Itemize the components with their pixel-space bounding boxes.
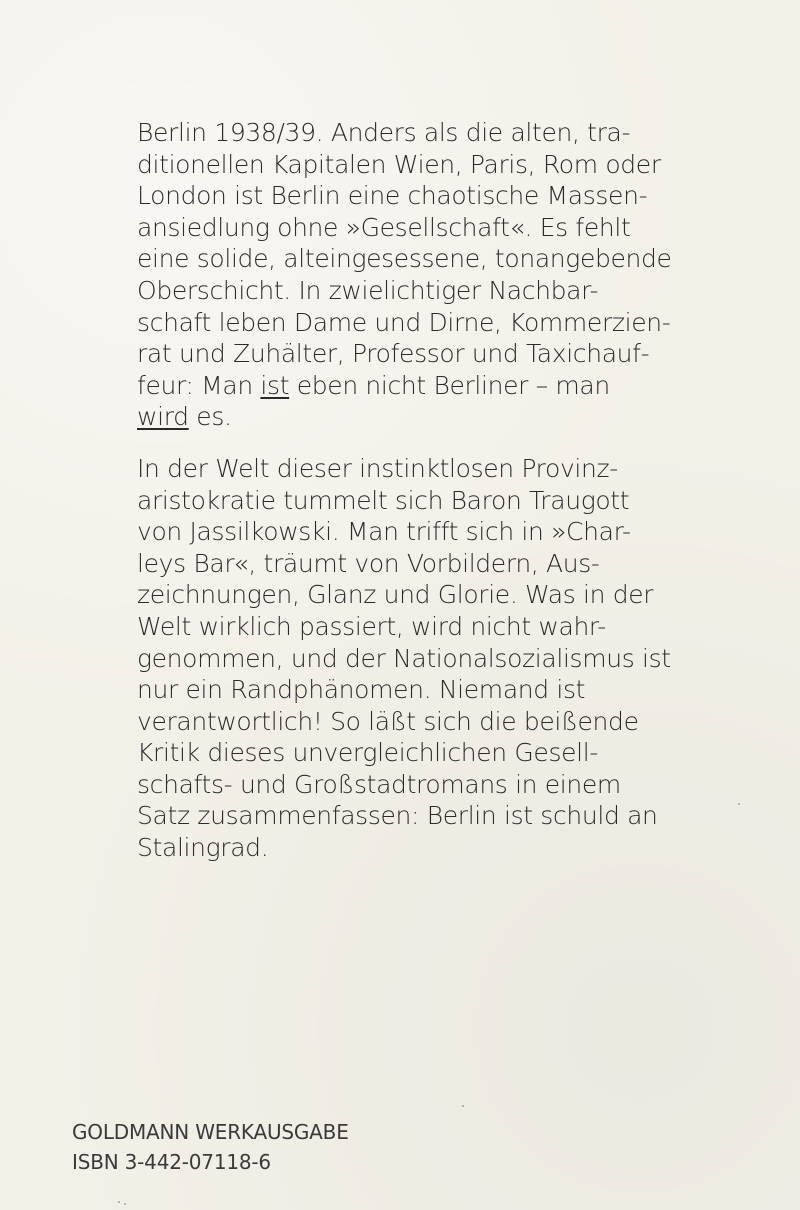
text-line: genommen, und der Nationalsozialismus ist <box>137 643 671 673</box>
text-line: ditionellen Kapitalen Wien, Paris, Rom oder <box>137 149 661 179</box>
paper-speck <box>124 1203 126 1205</box>
text-line <box>137 370 697 402</box>
text-line: rat und Zuhälter, Professor und Taxichauf- <box>137 339 650 369</box>
paper-speck <box>462 1105 464 1107</box>
text-line: In der Welt dieser instinktlosen Provinz- <box>137 453 618 483</box>
paper-speck <box>118 1201 120 1203</box>
text-line: nur ein Randphänomen. Niemand ist <box>137 675 586 705</box>
text-fragment: feur: Man <box>137 370 261 400</box>
text-line: ansiedlung ohne »Gesellschaft«. Es fehlt <box>137 212 631 242</box>
text-line: London ist Berlin eine chaotische Massen- <box>137 181 648 211</box>
text-line <box>137 401 697 433</box>
publisher-name: GOLDMANN WERKAUSGABE <box>72 1120 349 1144</box>
paper-speck <box>738 803 740 805</box>
publisher-footer <box>72 1117 349 1177</box>
isbn-number: ISBN 3-442-07118-6 <box>72 1150 271 1174</box>
text-fragment: eben nicht Berliner – man <box>289 370 610 400</box>
text-line: zeichnungen, Glanz und Glorie. Was in der <box>137 580 654 610</box>
text-line: Welt wirklich passiert, wird nicht wahr- <box>137 611 606 641</box>
text-line: leys Bar«, träumt von Vorbildern, Aus- <box>137 548 600 578</box>
blurb-paragraph-1 <box>137 117 697 433</box>
underlined-word-wird: wird <box>137 402 189 432</box>
text-fragment: es. <box>188 402 232 432</box>
text-line: verantwortlich! So läßt sich die beißende <box>137 706 639 736</box>
text-line: eine solide, alteingesessene, tonangebende <box>137 244 672 274</box>
text-line: schafts- und Großstadtromans in einem <box>137 769 621 799</box>
text-line: aristokratie tummelt sich Baron Traugott <box>137 485 630 515</box>
blurb-paragraph-2 <box>137 453 697 864</box>
text-line: Satz zusammenfassen: Berlin ist schuld an <box>137 801 658 831</box>
underlined-word-ist: ist <box>260 370 290 400</box>
text-line: Berlin 1938/39. Anders als die alten, tra- <box>137 118 631 147</box>
text-line: Stalingrad. <box>137 833 269 863</box>
text-line: schaft leben Dame und Dirne, Kommerzien- <box>137 307 671 337</box>
blurb-text <box>137 117 697 864</box>
text-line: Kritik dieses unvergleichlichen Gesell- <box>137 738 599 768</box>
text-line: Oberschicht. In zwielichtiger Nachbar- <box>137 275 599 305</box>
text-line: von Jassilkowski. Man trifft sich in »Char- <box>137 517 631 547</box>
